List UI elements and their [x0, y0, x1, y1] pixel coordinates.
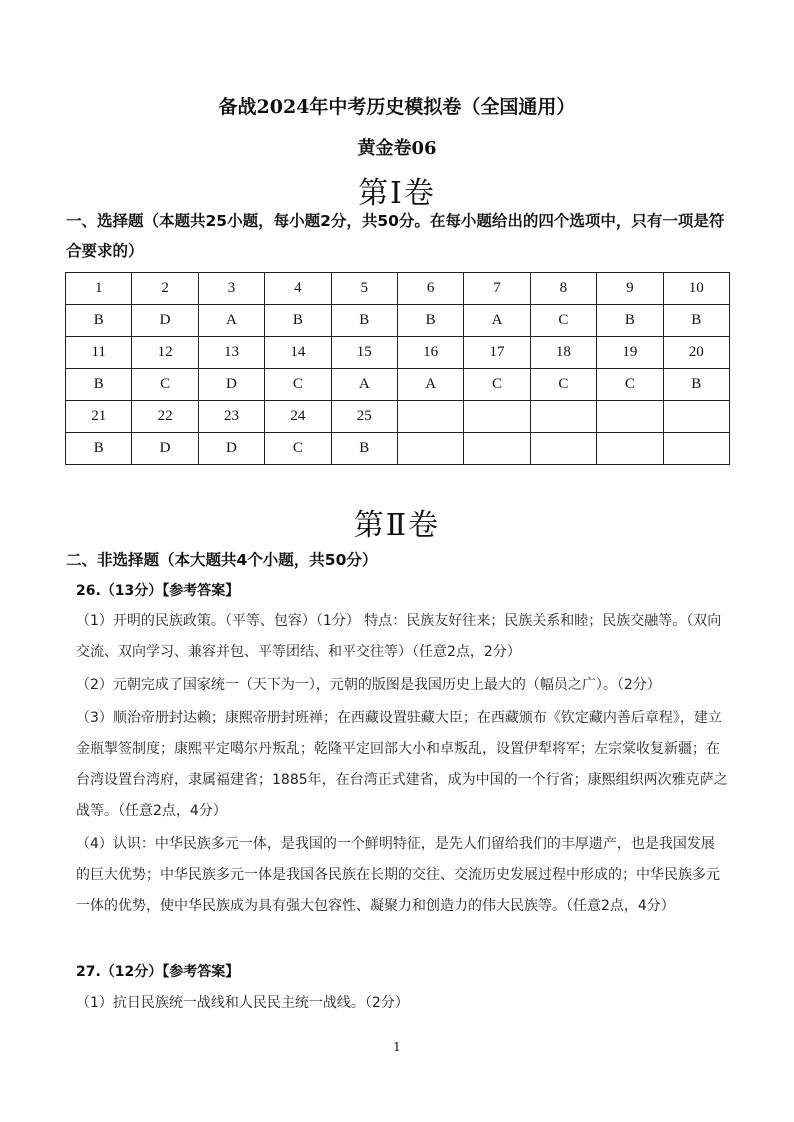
- table-cell: 23: [198, 401, 264, 433]
- table-cell: 13: [198, 337, 264, 369]
- table-cell: B: [265, 305, 331, 337]
- answer-table: [65, 272, 730, 465]
- table-cell: 5: [331, 273, 397, 305]
- table-cell: A: [397, 369, 463, 401]
- table-cell: A: [331, 369, 397, 401]
- table-cell: 4: [265, 273, 331, 305]
- table-cell: C: [265, 369, 331, 401]
- table-cell: 3: [198, 273, 264, 305]
- table-cell: B: [331, 305, 397, 337]
- document-subtitle: 黄金卷06: [357, 138, 437, 159]
- table-cell: 24: [265, 401, 331, 433]
- table-cell: B: [597, 305, 663, 337]
- table-cell: B: [663, 305, 729, 337]
- table-cell: [530, 433, 596, 465]
- table-cell: 9: [597, 273, 663, 305]
- section-one-heading: 一、选择题（本题共25小题，每小题2分，共50分。在每小题给出的四个选项中，只有一项是符合要求的）: [66, 212, 725, 260]
- page-number: 1: [393, 1040, 401, 1054]
- question-26-heading: 26.（13分）【参考答案】: [76, 583, 240, 599]
- table-cell: 18: [530, 337, 596, 369]
- table-cell: C: [597, 369, 663, 401]
- table-cell: B: [66, 369, 132, 401]
- table-cell: 21: [66, 401, 132, 433]
- table-cell: 8: [530, 273, 596, 305]
- table-cell: 2: [132, 273, 198, 305]
- table-cell: 25: [331, 401, 397, 433]
- table-cell: [597, 433, 663, 465]
- question-26-answer-2: （2）元朝完成了国家统一（天下为一），元朝的版图是我国历史上最大的（幅员之广）。（2分）: [76, 677, 661, 693]
- table-cell: D: [198, 433, 264, 465]
- part-two-heading: 第Ⅱ卷: [353, 508, 441, 543]
- table-cell: 19: [597, 337, 663, 369]
- table-cell: B: [397, 305, 463, 337]
- table-cell: C: [530, 369, 596, 401]
- table-cell: B: [663, 369, 729, 401]
- question-26-answer-1: （1）开明的民族政策。（平等、包容）（1分） 特点：民族友好往来；民族关系和睦；民族交融等。（双向交流、双向学习、兼容并包、平等团结、和平交往等）（任意2点，2分）: [76, 613, 722, 660]
- table-cell: A: [464, 305, 530, 337]
- table-row: [66, 273, 730, 305]
- table-cell: [530, 401, 596, 433]
- table-cell: [397, 433, 463, 465]
- table-cell: [464, 433, 530, 465]
- table-cell: D: [198, 369, 264, 401]
- table-cell: 12: [132, 337, 198, 369]
- table-cell: C: [464, 369, 530, 401]
- table-cell: [663, 433, 729, 465]
- document-title: 备战2024年中考历史模拟卷（全国通用）: [218, 96, 576, 118]
- table-cell: 20: [663, 337, 729, 369]
- table-cell: C: [132, 369, 198, 401]
- table-cell: 1: [66, 273, 132, 305]
- table-cell: [597, 401, 663, 433]
- table-cell: 16: [397, 337, 463, 369]
- question-26-answer-3: （3）顺治帝册封达赖；康熙帝册封班禅；在西藏设置驻藏大臣；在西藏颁布《钦定藏内善后章程》，建立金瓶掣签制度；康熙平定噶尔丹叛乱；乾隆平定回部大小和卓叛乱，设置伊犁将军；左宗棠收复新疆；在台湾设置台湾府，隶属福建省；1885年，在台湾正式建省，成为中国的一个行省；康熙组织两次雅克萨之战等。（任意2点，4分）: [76, 710, 728, 819]
- part-one-heading: 第Ⅰ卷: [358, 176, 436, 211]
- table-cell: B: [331, 433, 397, 465]
- table-cell: 17: [464, 337, 530, 369]
- table-cell: 14: [265, 337, 331, 369]
- table-row: [66, 401, 730, 433]
- table-cell: [397, 401, 463, 433]
- table-row: [66, 433, 730, 465]
- table-cell: [464, 401, 530, 433]
- table-row: [66, 369, 730, 401]
- table-cell: 6: [397, 273, 463, 305]
- table-cell: D: [132, 305, 198, 337]
- table-row: [66, 337, 730, 369]
- table-cell: B: [66, 433, 132, 465]
- table-cell: C: [530, 305, 596, 337]
- table-cell: B: [66, 305, 132, 337]
- table-row: [66, 305, 730, 337]
- table-cell: D: [132, 433, 198, 465]
- table-cell: C: [265, 433, 331, 465]
- table-cell: [663, 401, 729, 433]
- table-cell: A: [198, 305, 264, 337]
- table-cell: 15: [331, 337, 397, 369]
- table-cell: 22: [132, 401, 198, 433]
- table-cell: 7: [464, 273, 530, 305]
- table-cell: 10: [663, 273, 729, 305]
- section-two-heading: 二、非选择题（本大题共4个小题，共50分）: [66, 551, 378, 569]
- question-26-answer-4: （4）认识：中华民族多元一体，是我国的一个鲜明特征，是先人们留给我们的丰厚遗产，也是我国发展的巨大优势；中华民族多元一体是我国各民族在长期的交往、交流历史发展过程中形成的；中华民族多元一体的优势，使中华民族成为具有强大包容性、凝聚力和创造力的伟大民族等。（任意2点，4分）: [76, 836, 720, 914]
- question-27-heading: 27.（12分）【参考答案】: [76, 964, 240, 980]
- table-cell: 11: [66, 337, 132, 369]
- question-27-answer-1: （1）抗日民族统一战线和人民民主统一战线。（2分）: [76, 995, 409, 1011]
